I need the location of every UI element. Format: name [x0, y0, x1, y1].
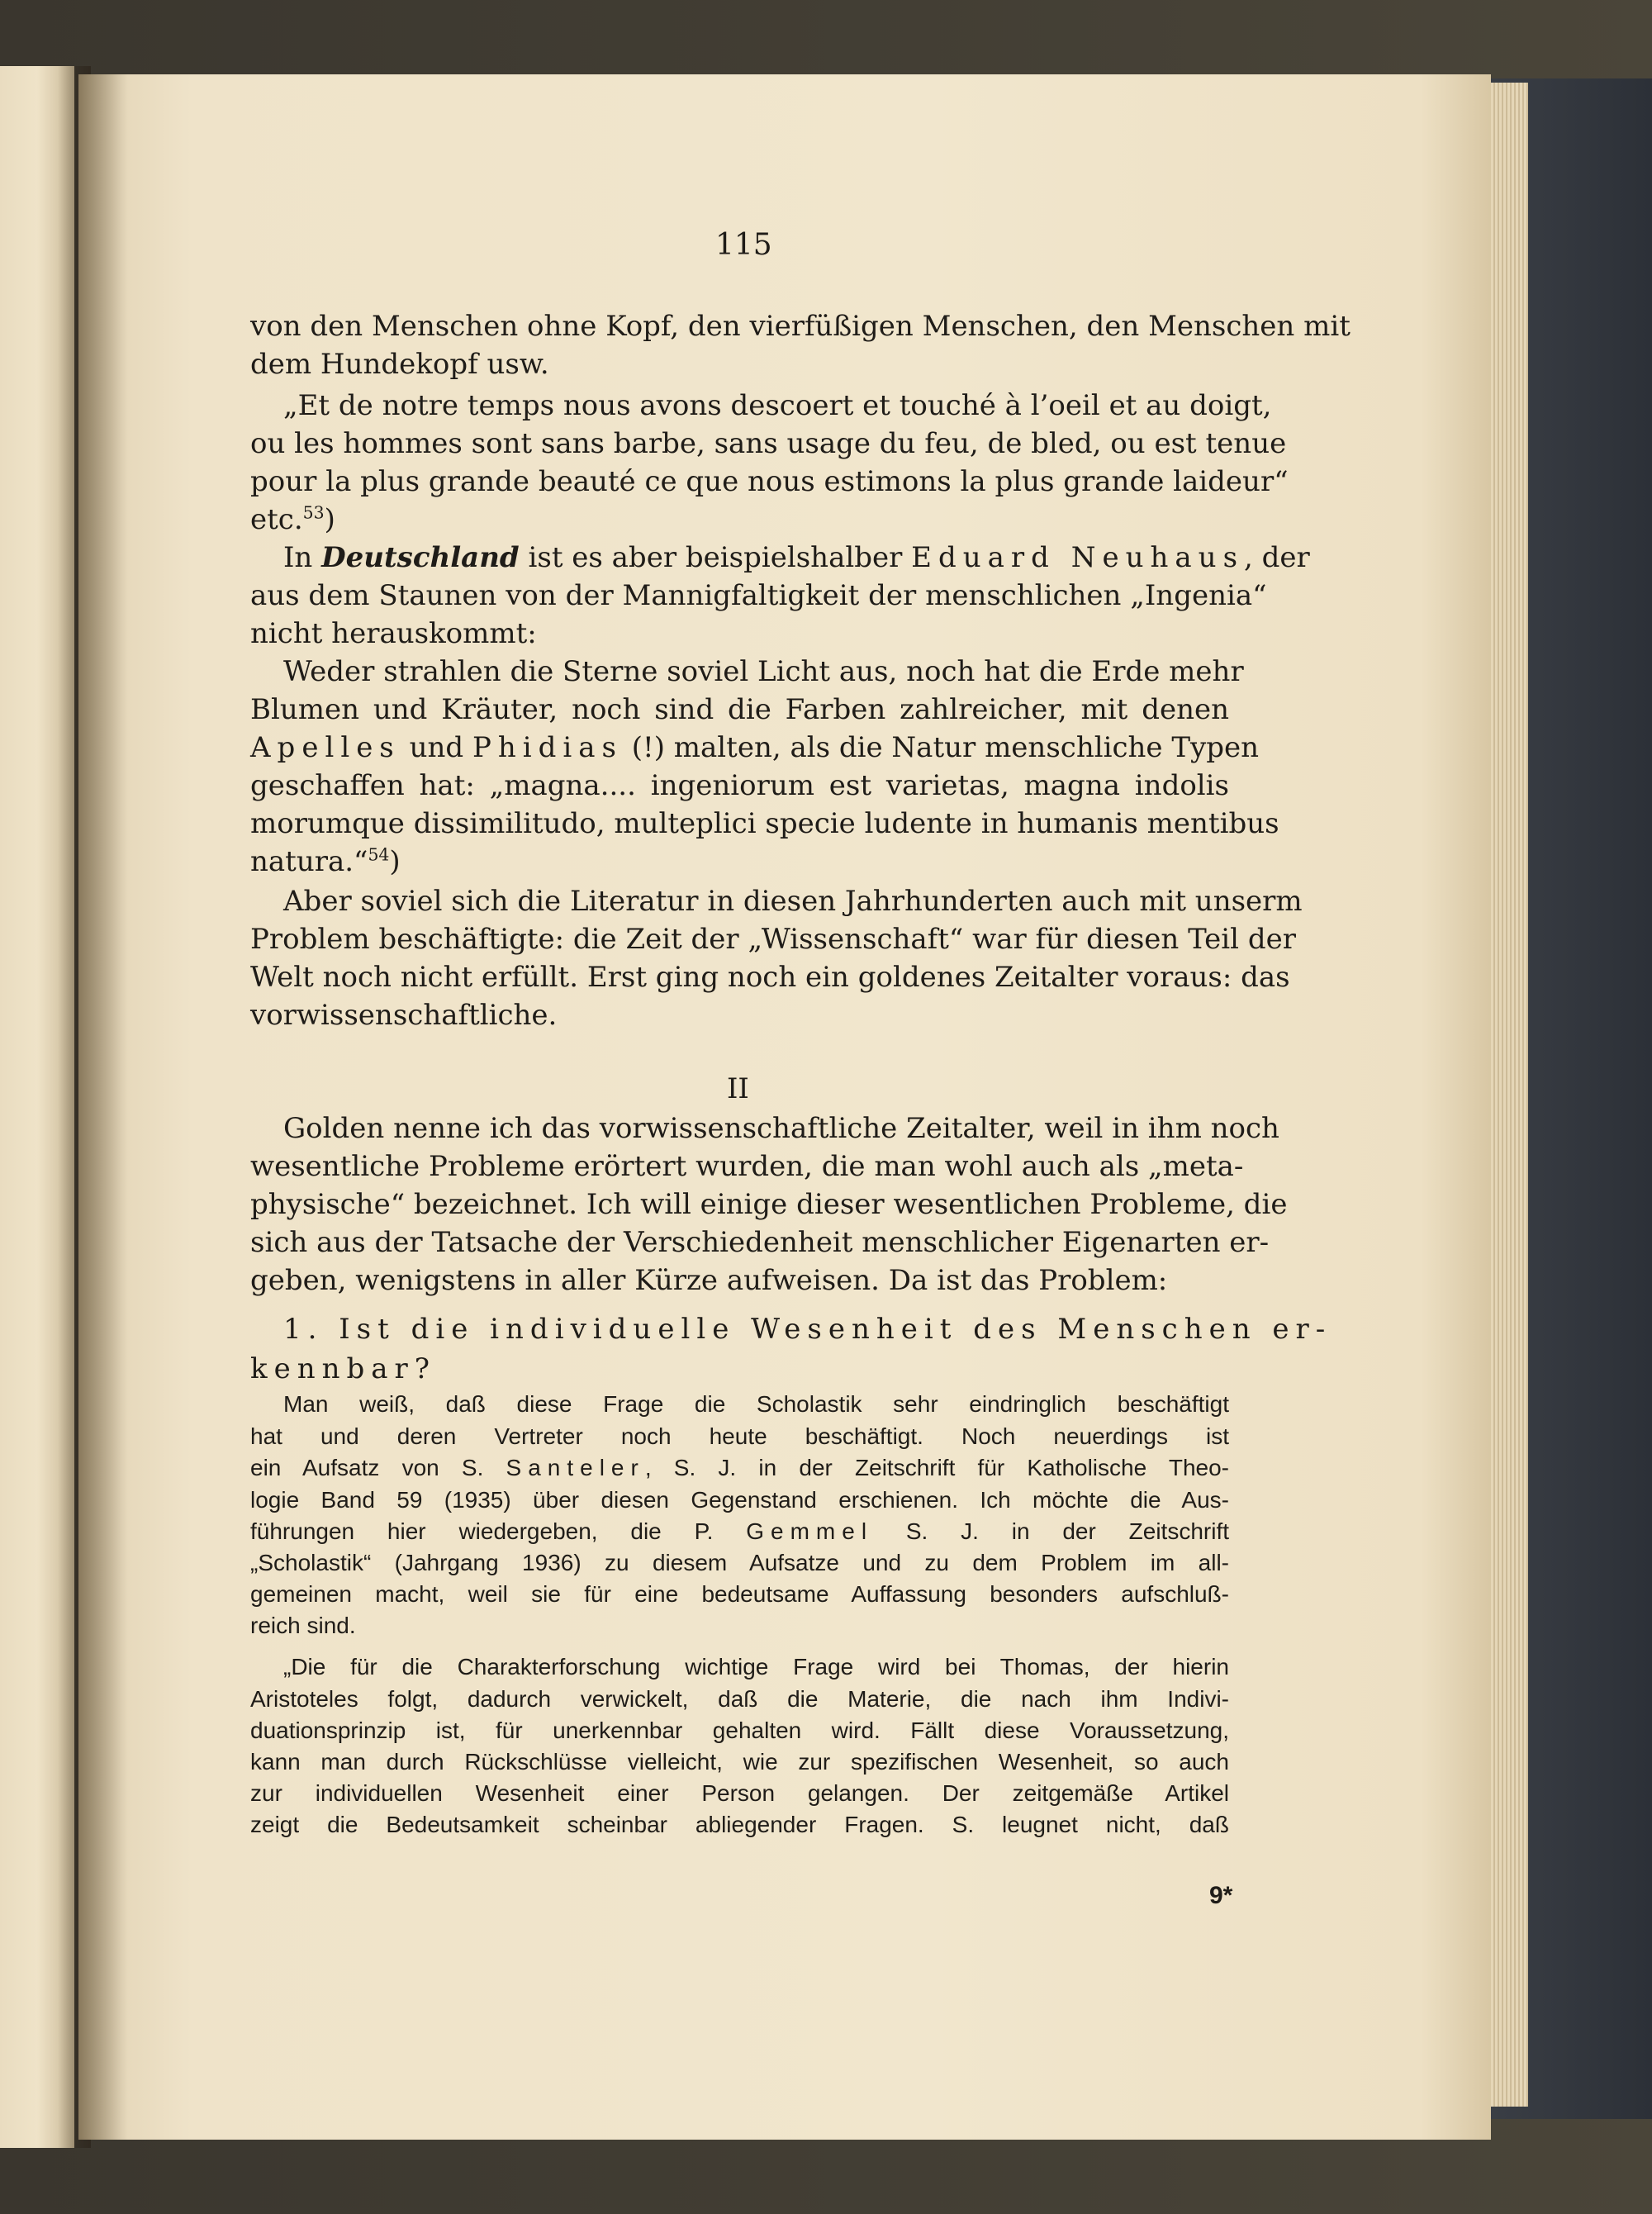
text-line: zeigt die Bedeutsamkeit scheinbar abliegender Fragen. S. leugnet nicht, daß [250, 1812, 1229, 1837]
person-name: Apelles [250, 731, 401, 764]
text-line: aus dem Staunen von der Mannigfaltigkeit der menschlichen „Ingenia“ [250, 579, 1267, 612]
text-span: natura.“ [250, 845, 368, 878]
text-line: reich sind. [250, 1613, 356, 1638]
text-span: etc. [250, 503, 303, 536]
text-line: gemeinen macht, weil sie für eine bedeutsame Auffassung besonders aufschluß- [250, 1581, 1229, 1607]
text-line: geschaffen hat: „magna.... ingeniorum est varietas, magna indolis [250, 769, 1229, 802]
text-line: vorwissenschaftliche. [250, 999, 558, 1032]
signature-mark: 9* [1209, 1882, 1233, 1909]
text-span: (!) malten, als die Natur menschliche Typen [622, 731, 1259, 764]
text-span: S. J. in der Zeitschrift [873, 1518, 1230, 1544]
text-span: und [400, 731, 472, 764]
text-line: sich aus der Tatsache der Verschiedenheit menschlicher Eigenarten er- [250, 1226, 1270, 1259]
text-line: ou les hommes sont sans barbe, sans usage du feu, de bled, ou est tenue [250, 427, 1287, 460]
text-line: zur individuellen Wesenheit einer Person gelangen. Der zeitgemäße Artikel [250, 1780, 1229, 1806]
text-line: kann man durch Rückschlüsse vielleicht, wie zur spezifischen Wesenheit, so auch [250, 1749, 1229, 1775]
text-line: Problem beschäftigte: die Zeit der „Wissenschaft“ war für diesen Teil der [250, 923, 1296, 956]
text-line: dem Hundekopf usw. [250, 348, 549, 381]
text-line: nicht herauskommt: [250, 617, 537, 650]
section-heading: II [727, 1072, 749, 1105]
page-gutter [78, 74, 128, 2140]
person-name: Gemmel [746, 1518, 874, 1544]
text-line: Weder strahlen die Sterne soviel Licht aus, noch hat die Erde mehr [283, 655, 1244, 688]
text-line: logie Band 59 (1935) über diesen Gegenstand erschienen. Ich möchte die Aus- [250, 1487, 1229, 1513]
person-name: Eduard Neuhaus [911, 541, 1245, 574]
text-line: Blumen und Kräuter, noch sind die Farben zahlreicher, mit denen [250, 693, 1229, 726]
text-line: „Scholastik“ (Jahrgang 1936) zu diesem Aufsatze und zu dem Problem im all- [250, 1550, 1229, 1575]
problem-heading: 1. Ist die individuelle Wesenheit des Menschen er- [283, 1313, 1332, 1346]
text-line: Aristoteles folgt, dadurch verwickelt, daß die Materie, die nach ihm Indivi- [250, 1686, 1229, 1712]
text-span: , der [1244, 541, 1310, 574]
text-line: geben, wenigstens in aller Kürze aufweisen. Da ist das Problem: [250, 1264, 1168, 1297]
text-line: duationsprinzip ist, für unerkennbar gehalten wird. Fällt diese Voraussetzung, [250, 1718, 1229, 1743]
text-line [250, 843, 401, 881]
text-span: führungen hier wiedergeben, die P. [250, 1518, 747, 1544]
text-line: von den Menschen ohne Kopf, den vierfüßigen Menschen, den Menschen mit [250, 310, 1351, 343]
text-line: Golden nenne ich das vorwissenschaftliche Zeitalter, weil in ihm noch [283, 1112, 1279, 1145]
text-line: „Et de notre temps nous avons descoert et touché à l’oeil et au doigt, [283, 389, 1272, 422]
place-name: Deutschland [321, 541, 520, 574]
text-span: ) [324, 503, 335, 536]
text-span: , S. J. in der Zeitschrift für Katholische Theo- [644, 1455, 1229, 1480]
text-line: wesentliche Probleme erörtert wurden, die man wohl auch als „meta- [250, 1150, 1244, 1183]
person-name: Santeler [506, 1455, 645, 1480]
text-line: Aber soviel sich die Literatur in diesen Jahrhunderten auch mit unserm [283, 885, 1303, 918]
footnote-ref: 54 [368, 844, 390, 865]
page-number: 115 [715, 228, 772, 262]
text-line [250, 1516, 1229, 1547]
text-line: „Die für die Charakterforschung wichtige Frage wird bei Thomas, der hierin [283, 1654, 1229, 1680]
text-line: Welt noch nicht erfüllt. Erst ging noch ein goldenes Zeitalter voraus: das [250, 961, 1290, 994]
text-line [250, 1452, 1229, 1484]
text-line: pour la plus grande beauté ce que nous estimons la plus grande laideur“ [250, 465, 1289, 498]
text-line: morumque dissimilitudo, multeplici specie ludente in humanis mentibus [250, 807, 1279, 840]
text-line [283, 539, 1310, 577]
text-line [250, 501, 335, 539]
text-span: ) [389, 845, 401, 878]
problem-heading: kennbar? [250, 1352, 437, 1385]
text-span: ist es aber beispielshalber [519, 541, 912, 574]
person-name: Phidias [472, 731, 623, 764]
text-line: physische“ bezeichnet. Ich will einige dieser wesentlichen Probleme, die [250, 1188, 1288, 1221]
text-span: In [283, 541, 322, 574]
text-line: Man weiß, daß diese Frage die Scholastik sehr eindringlich beschäftigt [283, 1391, 1229, 1417]
text-line: hat und deren Vertreter noch heute beschäftigt. Noch neuerdings ist [250, 1423, 1229, 1449]
text-line [250, 729, 1259, 767]
text-span: ein Aufsatz von S. [250, 1455, 506, 1480]
footnote-ref: 53 [302, 502, 325, 523]
